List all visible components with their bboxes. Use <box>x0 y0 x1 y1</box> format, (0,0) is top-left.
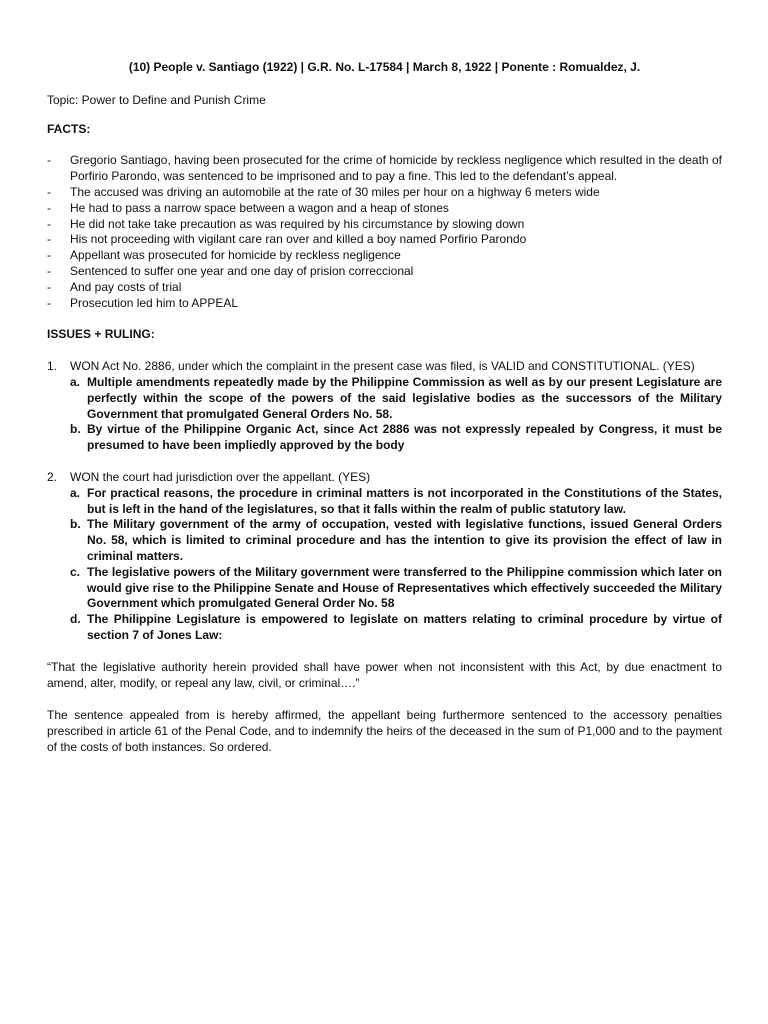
fact-item <box>47 153 722 185</box>
ruling-item <box>70 486 722 518</box>
issue-number: 1. <box>47 359 58 374</box>
bullet-dash: - <box>47 200 51 215</box>
fact-item <box>47 201 722 217</box>
fact-text: Sentenced to suffer one year and one day of prision correccional <box>70 263 414 278</box>
ruling-letter: b. <box>70 422 81 437</box>
bullet-dash: - <box>47 232 51 247</box>
ruling-item <box>70 565 722 612</box>
fact-text: He did not take take precaution as was required by his circumstance by slowing down <box>70 216 525 231</box>
case-title: (10) People v. Santiago (1922) | G.R. No. L-17584 | March 8, 1922 | Ponente : Romualdez, J. <box>128 60 641 74</box>
case-topic: Topic: Power to Define and Punish Crime <box>47 92 266 107</box>
fact-text: And pay costs of trial <box>70 279 182 294</box>
ruling-item <box>70 517 722 564</box>
ruling-letter: c. <box>70 564 81 579</box>
ruling-letter: a. <box>70 485 81 500</box>
issue-number: 2. <box>47 469 58 484</box>
ruling-item <box>70 422 722 454</box>
ruling-list <box>70 486 722 644</box>
ruling-item <box>70 612 722 644</box>
issues-list <box>47 359 722 644</box>
bullet-dash: - <box>47 184 51 199</box>
fact-text: Appellant was prosecuted for homicide by reckless negligence <box>70 248 401 263</box>
ruling-text: For practical reasons, the procedure in criminal matters is not incorporated in the Constitutions of the States, but is left in the hand of the legislatures, so that it falls within the realm of public statutory law. <box>87 485 722 516</box>
issue-text: WON the court had jurisdiction over the appellant. (YES) <box>70 469 371 484</box>
ruling-text: By virtue of the Philippine Organic Act, since Act 2886 was not expressly repealed by Congress, it must be presumed to have been impliedly approved by the body <box>87 422 722 453</box>
bullet-dash: - <box>47 216 51 231</box>
bullet-dash: - <box>47 295 51 310</box>
ruling-letter: b. <box>70 517 81 532</box>
document-page <box>47 60 722 756</box>
issue-item <box>47 470 722 644</box>
issues-heading: ISSUES + RULING: <box>47 327 155 342</box>
law-quote: “That the legislative authority herein provided shall have power when not inconsistent with this Act, by due enactment to amend, alter, modify, or repeal any law, civil, or criminal….” <box>47 659 722 690</box>
fact-text: His not proceeding with vigilant care ran over and killed a boy named Porfirio Parondo <box>70 232 527 247</box>
fact-item <box>47 280 722 296</box>
issue-text: WON Act No. 2886, under which the complaint in the present case was filed, is VALID and CONSTITUTIONAL. (YES) <box>70 359 695 374</box>
facts-list <box>47 153 722 311</box>
bullet-dash: - <box>47 279 51 294</box>
fact-item <box>47 264 722 280</box>
ruling-item <box>70 375 722 422</box>
fact-item <box>47 296 722 312</box>
ruling-letter: a. <box>70 374 81 389</box>
conclusion-paragraph: The sentence appealed from is hereby affirmed, the appellant being furthermore sentenced to the accessory penalties prescribed in article 61 of the Penal Code, and to indemnify the heirs of the deceased in the sum of P1,000 and to the payment of the costs of both instances. So ordered. <box>47 708 722 754</box>
bullet-dash: - <box>47 153 51 168</box>
bullet-dash: - <box>47 248 51 263</box>
fact-text: The accused was driving an automobile at the rate of 30 miles per hour on a highway 6 meters wide <box>70 184 600 199</box>
bullet-dash: - <box>47 263 51 278</box>
ruling-text: The Military government of the army of occupation, vested with legislative functions, issued General Orders No. 58, which is limited to criminal procedure and has the intention to give its provision the effect of law in criminal matters. <box>87 517 722 563</box>
fact-text: Prosecution led him to APPEAL <box>70 295 239 310</box>
issue-item <box>47 359 722 454</box>
fact-text: He had to pass a narrow space between a wagon and a heap of stones <box>70 200 449 215</box>
fact-item <box>47 217 722 233</box>
facts-heading: FACTS: <box>47 121 91 136</box>
ruling-letter: d. <box>70 612 81 627</box>
fact-item <box>47 248 722 264</box>
ruling-text: Multiple amendments repeatedly made by the Philippine Commission as well as by our present Legislature are perfectly within the scope of the powers of the said legislative bodies as the successors of the Military Government that promulgated General Orders No. 58. <box>87 374 722 421</box>
fact-item <box>47 185 722 201</box>
ruling-list <box>70 375 722 454</box>
ruling-text: The legislative powers of the Military government were transferred to the Philippine commission which later on would give rise to the Philippine Senate and House of Representatives which effectively succeeded the Military Government which promulgated General Order No. 58 <box>87 564 722 611</box>
fact-item <box>47 232 722 248</box>
fact-text: Gregorio Santiago, having been prosecuted for the crime of homicide by reckless negligence which resulted in the death of Porfirio Parondo, was sentenced to be imprisoned and to pay a fine. This led to the defendant’s appeal. <box>70 153 722 184</box>
ruling-text: The Philippine Legislature is empowered to legislate on matters relating to criminal procedure by virtue of section 7 of Jones Law: <box>87 612 722 642</box>
